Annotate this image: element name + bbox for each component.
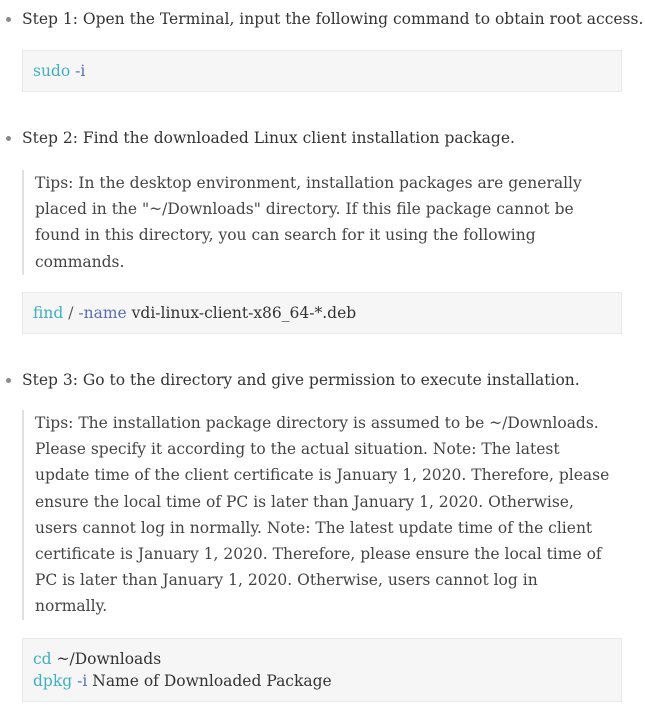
tip-line: placed in the "~/Downloads" directory. If this file package cannot be <box>35 200 574 219</box>
bullet-icon <box>6 136 11 141</box>
step-2-text <box>22 127 515 149</box>
tip-line: ensure the local time of PC is later than January 1, 2020. Otherwise, <box>35 492 574 511</box>
code-option: -name <box>78 304 127 322</box>
tip-line: commands. <box>35 252 125 271</box>
tip-line: normally. <box>35 597 108 616</box>
code-path: / <box>68 304 74 322</box>
code-block-step-2[interactable] <box>22 292 622 334</box>
code-command: sudo <box>33 62 71 80</box>
code-block-step-1[interactable] <box>22 50 622 92</box>
code-command: cd <box>33 650 52 668</box>
step-3-label: Step 3: Go to the directory and give permission to execute installation. <box>22 371 580 389</box>
tip-line: Tips: The installation package directory is assumed to be ~/Downloads. <box>35 414 599 432</box>
code-option: -i <box>77 672 88 690</box>
tip-line: Tips: In the desktop environment, installation packages are generally <box>35 174 582 192</box>
code-line-1 <box>33 648 621 670</box>
code-block-step-3[interactable] <box>22 638 622 702</box>
tip-line: update time of the client certificate is January 1, 2020. Therefore, please <box>35 466 610 485</box>
tip-block-step-2 <box>22 170 582 275</box>
code-argument: vdi-linux-client-x86_64-*.deb <box>131 304 357 322</box>
tip-line: Please specify it according to the actual situation. Note: The latest <box>35 440 560 459</box>
code-option: -i <box>75 62 86 80</box>
code-command: dpkg <box>33 672 73 690</box>
code-line-2 <box>33 670 621 692</box>
step-1-text <box>22 8 643 30</box>
step-2-label: Step 2: Find the downloaded Linux client installation package. <box>22 129 515 147</box>
tip-line: users cannot log in normally. Note: The latest update time of the client <box>35 518 593 537</box>
bullet-icon <box>6 17 11 22</box>
step-3-text <box>22 369 580 391</box>
code-command: find <box>33 304 64 322</box>
tip-line: certificate is January 1, 2020. Therefore, please ensure the local time of <box>35 545 602 564</box>
tip-line: found in this directory, you can search for it using the following <box>35 226 536 245</box>
bullet-icon <box>6 378 11 383</box>
code-argument: ~/Downloads <box>56 650 162 668</box>
tip-block-step-3 <box>22 410 612 620</box>
code-argument: Name of Downloaded Package <box>92 672 332 690</box>
step-1-label: Step 1: Open the Terminal, input the following command to obtain root access. <box>22 10 644 28</box>
tip-line: PC is later than January 1, 2020. Otherwise, users cannot log in <box>35 571 538 590</box>
